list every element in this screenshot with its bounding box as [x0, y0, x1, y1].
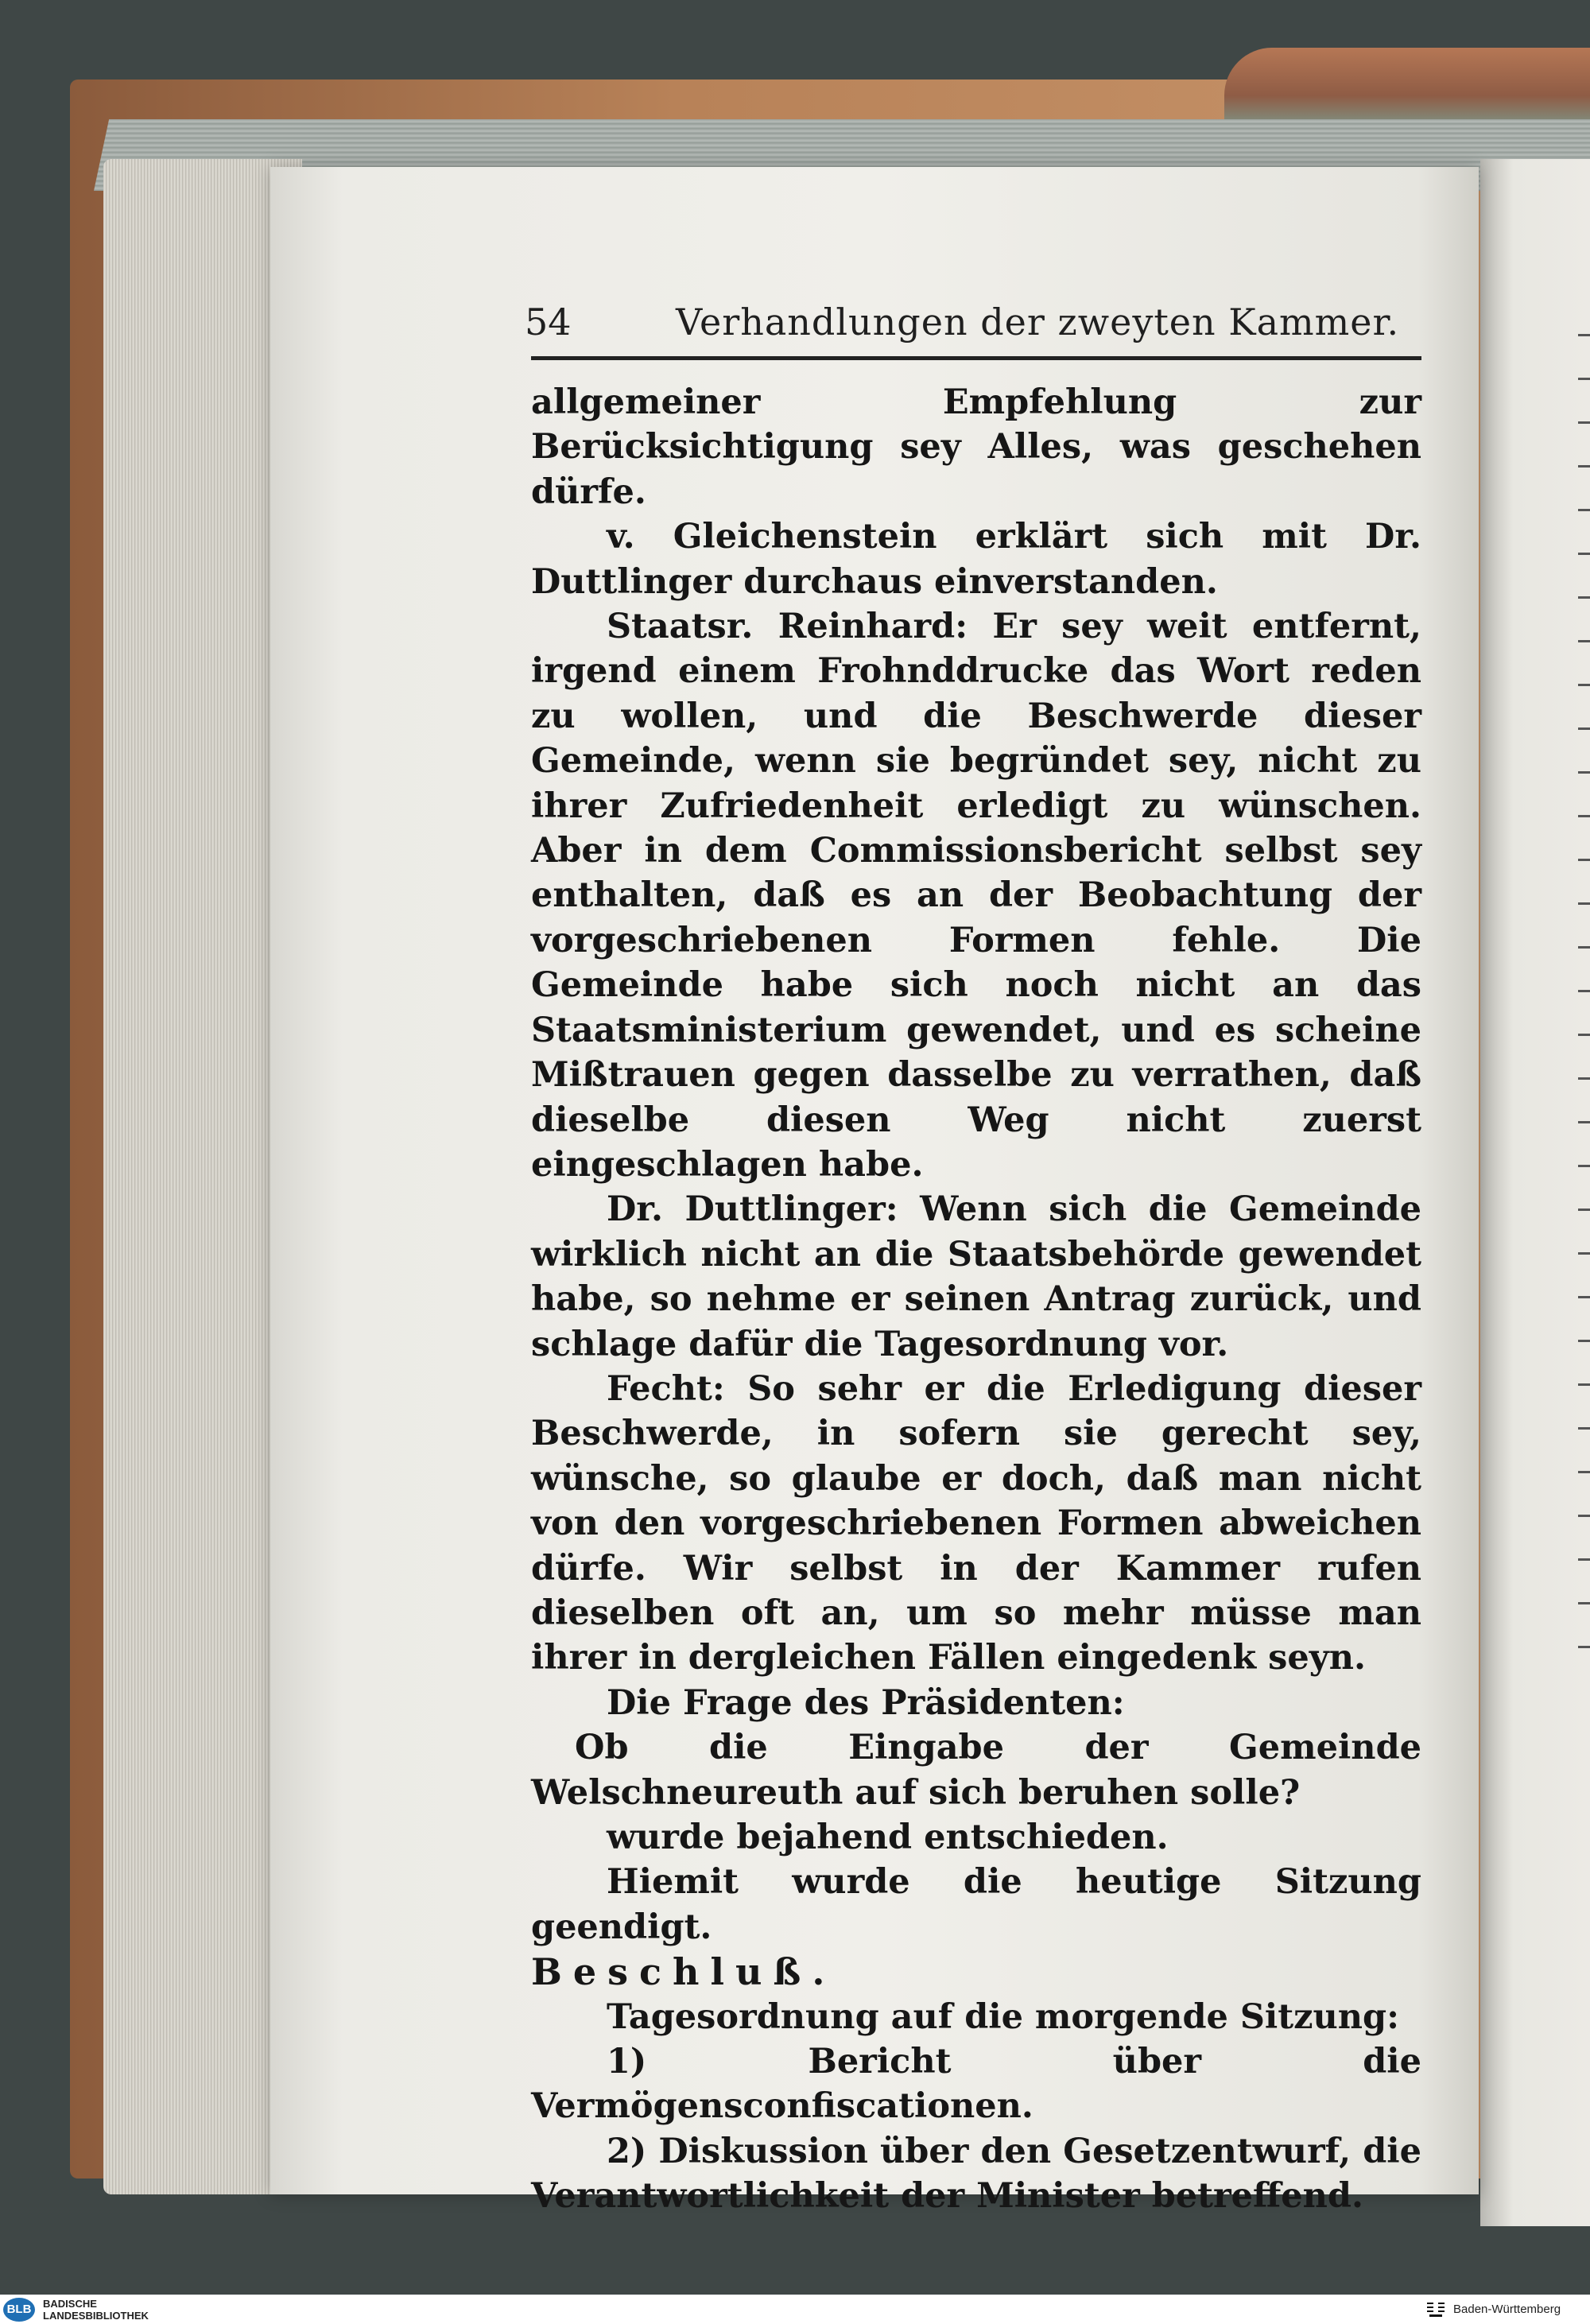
paragraph-2: v. Gleichenstein erklärt sich mit Dr. Duttlinger durchaus einverstanden.: [531, 517, 1421, 602]
library-name: [43, 2298, 149, 2322]
footer-bar: [0, 2295, 1590, 2324]
section-heading: Beschluß.: [531, 1950, 836, 1994]
agenda-item-2: 2) Diskussion über den Gesetzentwurf, die Verantwortlichkeit der Minister betreffend.: [531, 2131, 1421, 2217]
agenda-item-1: 1) Bericht über die Vermögensconfiscationen.: [531, 2042, 1421, 2127]
paragraph-9: Hiemit wurde die heutige Sitzung geendigt.: [531, 1862, 1421, 1947]
paragraph-1: allgemeiner Empfehlung zur Berücksichtigung sey Alles, was geschehen dürfe.: [531, 382, 1421, 512]
paragraph-6: Die Frage des Präsidenten:: [607, 1682, 1125, 1723]
paragraph-3: Staatsr. Reinhard: Er sey weit entfernt, irgend einem Frohnddrucke das Wort reden zu wollen, und die Beschwerde dieser Gemeinde, wenn sie begründet sey, nicht zu ihrer Zufriedenheit erledigt zu wünschen. Aber in dem Commissionsbericht selbst sey enthalten, daß es an der Beobachtung der vorgeschriebenen Formen fehle. Die Gemeinde habe sich noch nicht an das Staatsministerium gewendet, und es scheine Mißtrauen gegen dasselbe zu verrathen, daß dieselbe diesen Weg nicht zuerst eingeschlagen habe.: [531, 607, 1421, 1185]
agenda-intro: Tagesordnung auf die morgende Sitzung:: [607, 1996, 1399, 2037]
facing-page: [1480, 159, 1590, 2226]
page-header: [525, 294, 1423, 350]
facing-page-text-marks: [1578, 334, 1590, 1765]
header-rule: [531, 356, 1421, 360]
library-name-line2: LANDESBIBLIOTHEK: [43, 2310, 149, 2322]
crest-icon: [1425, 2299, 1447, 2320]
state-name: Baden-Württemberg: [1453, 2303, 1561, 2316]
running-head: Verhandlungen der zweyten Kammer.: [676, 301, 1400, 343]
paragraph-8: wurde bejahend entschieden.: [607, 1818, 1169, 1857]
library-name-line1: BADISCHE: [43, 2298, 97, 2310]
paragraph-5: Fecht: So sehr er die Erledigung dieser Beschwerde, in sofern sie gerecht sey, wünsche, so glaube er doch, daß man nicht von den vorgeschriebenen Formen abweichen dürfe. Wir selbst in der Kammer rufen dieselben oft an, um so mehr müsse man ihrer in dergleichen Fällen eingedenk seyn.: [531, 1368, 1421, 1678]
paragraph-7: Ob die Eingabe der Gemeinde Welschneureuth auf sich beruhen solle?: [531, 1728, 1421, 1813]
paragraph-4: Dr. Duttlinger: Wenn sich die Gemeinde wirklich nicht an die Staatsbehörde gewendet habe, so nehme er seinen Antrag zurück, und schlage dafür die Tagesordnung vor.: [531, 1189, 1421, 1364]
page-body: [531, 380, 1421, 2219]
blb-logo: BLB: [3, 2298, 35, 2322]
page-number: 54: [525, 301, 572, 343]
